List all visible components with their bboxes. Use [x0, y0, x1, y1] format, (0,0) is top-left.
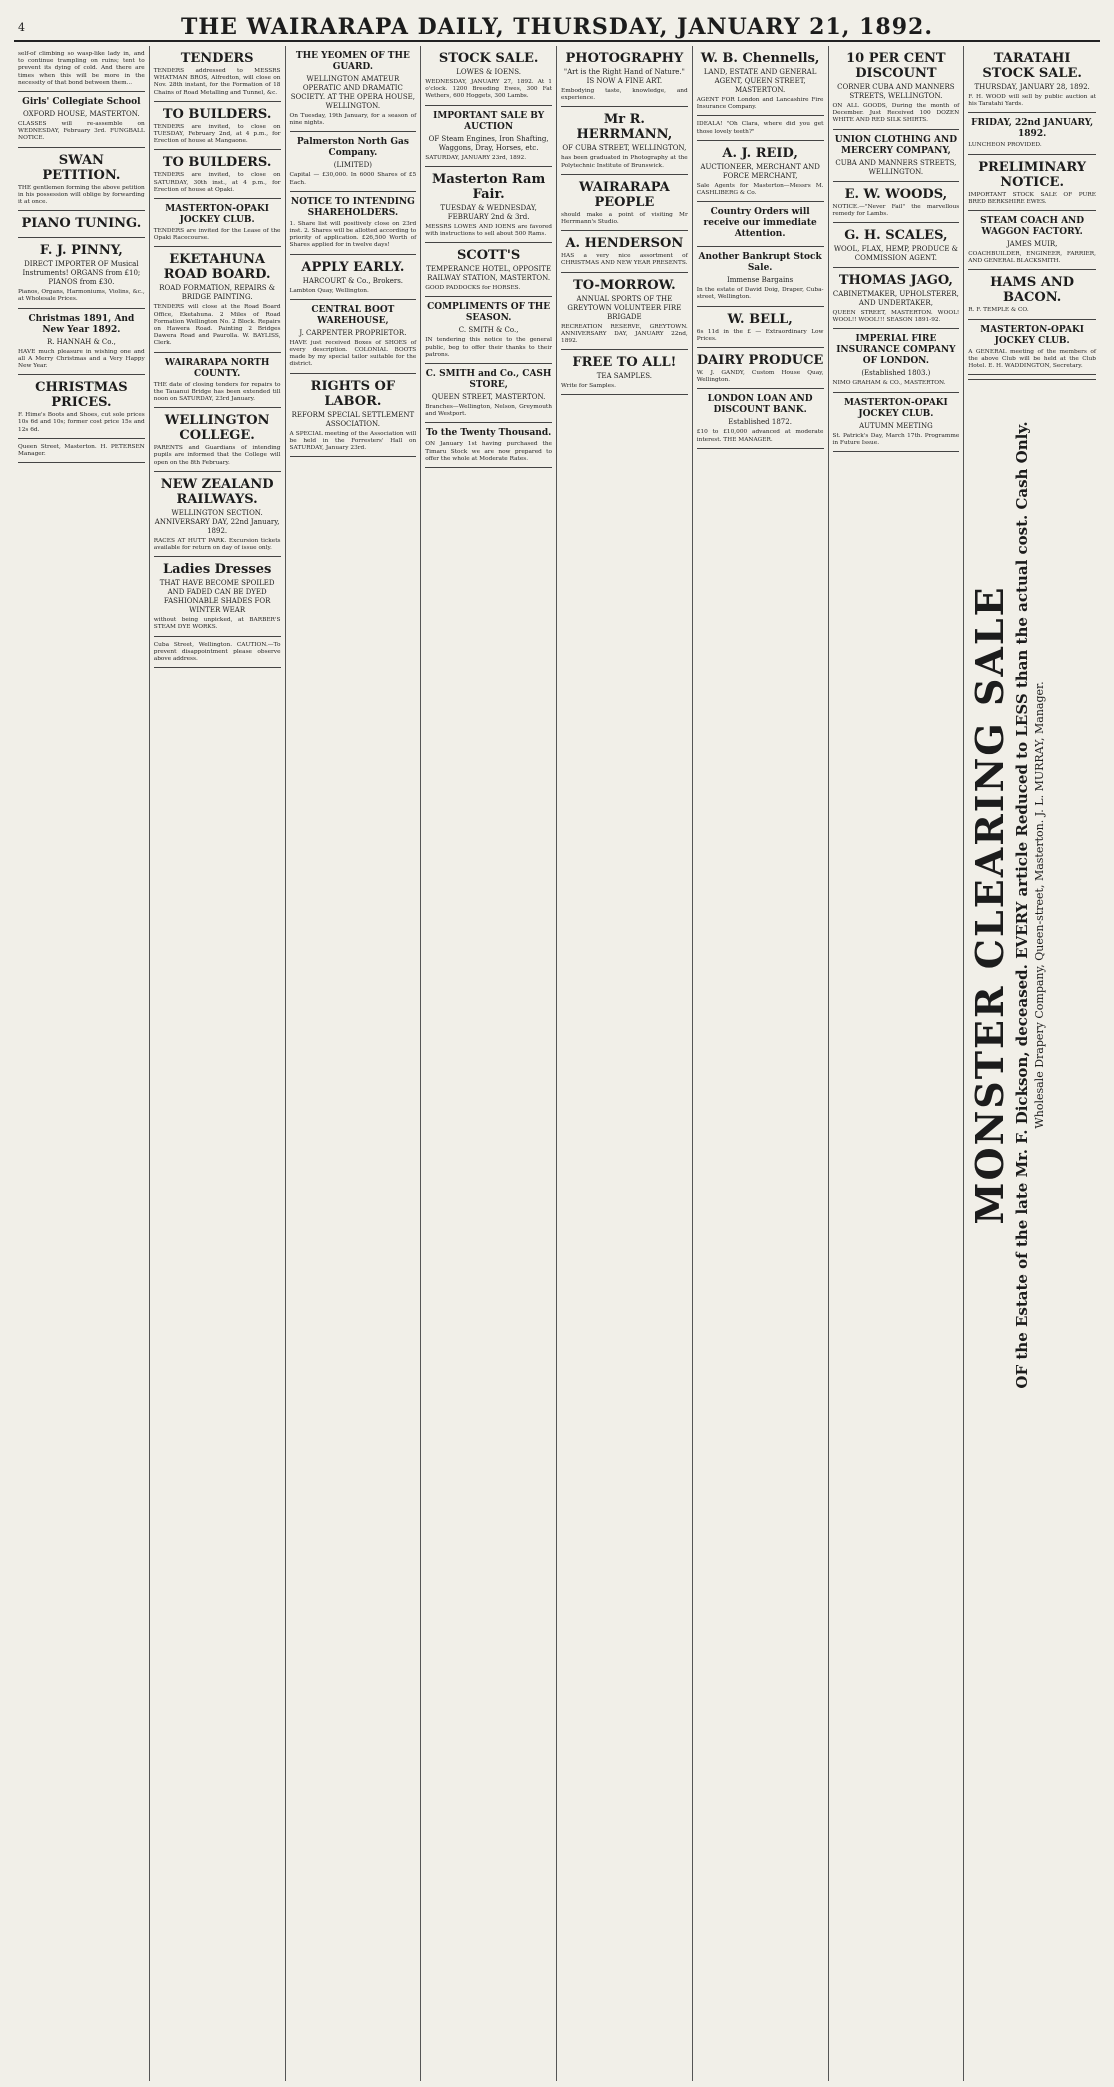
- advertisement: [290, 192, 417, 255]
- ad-heading: Ladies Dresses: [162, 562, 272, 578]
- ad-heading: Girls' Collegiate School: [22, 97, 141, 108]
- ad-body-text: ON ALL GOODS, During the month of December. Just Received 100 DOZEN WHITE AND RED SILK SHIRTS.: [832, 103, 960, 124]
- ad-subheading: ROAD FORMATION, REPAIRS & BRIDGE PAINTING.: [159, 284, 275, 302]
- ad-body-text: TENDERS are invited, to close on SATURDAY, 30th inst., at 4 p.m., for Erection of house at Opaki.: [153, 172, 281, 193]
- ad-body-text: Branches—Wellington, Nelson, Greymouth and Westport.: [425, 404, 552, 418]
- ad-subheading: J. CARPENTER PROPRIETOR.: [299, 328, 407, 337]
- ad-heading: NEW ZEALAND RAILWAYS.: [160, 476, 274, 507]
- masthead: [14, 6, 1100, 42]
- advertisement: [697, 247, 824, 306]
- ad-body-text: ON January 1st having purchased the Timaru Stock we are now prepared to offer the whole at Moderate Rates.: [425, 441, 552, 462]
- ad-heading: EKETAHUNA ROAD BOARD.: [163, 252, 271, 283]
- ad-subheading: CORNER CUBA AND MANNERS STREETS, WELLINGTON.: [837, 83, 955, 100]
- advertisement: [561, 46, 688, 107]
- advertisement: [290, 300, 417, 374]
- ad-heading: APPLY EARLY.: [301, 259, 405, 275]
- ad-subheading: Established 1872.: [728, 418, 792, 427]
- ad-heading: A. J. REID,: [722, 145, 798, 161]
- ad-heading: WELLINGTON COLLEGE.: [164, 413, 270, 444]
- ad-body-text: Capital — £30,000. In 6000 Shares of £5 Each.: [289, 172, 417, 186]
- ad-body-text: Embodying taste, knowledge, and experience.: [561, 88, 688, 102]
- ad-body-text: QUEEN STREET, MASTERTON. WOOL! WOOL!! WOOL!!! SEASON 1891-92.: [832, 310, 960, 324]
- advertisement: [290, 132, 417, 191]
- ad-body-text: PARENTS and Guardians of intending pupils are informed that the College will open on the 8th February.: [153, 445, 281, 466]
- ad-heading: W. BELL,: [727, 311, 793, 327]
- ad-body-text: Lambton Quay, Wellington.: [289, 287, 369, 294]
- advertisement: [425, 364, 552, 423]
- advertisement: [968, 155, 1096, 211]
- ad-heading: PHOTOGRAPHY: [565, 51, 684, 66]
- ad-heading: F. J. PINNY,: [39, 243, 123, 259]
- advertisement: [697, 307, 824, 348]
- ad-heading: CHRISTMAS PRICES.: [35, 380, 128, 411]
- advertisement: [833, 182, 960, 223]
- advertisement: [561, 231, 688, 272]
- ad-body-text: TENDERS will close at the Road Board Office, Eketahuna. 2 Miles of Road Formation Wellington No. 2 Block. Repairs on Hawera Road. Painting 2 Bridges Dawera Road and Paurolla. W. BAYLISS, Clerk.: [153, 304, 281, 347]
- ad-body-text: LUNCHEON PROVIDED.: [968, 142, 1042, 149]
- ad-heading: G. H. SCALES,: [844, 228, 948, 244]
- ad-heading: COMPLIMENTS OF THE SEASON.: [427, 302, 551, 324]
- ad-heading: TENDERS: [180, 51, 254, 66]
- advertisement: [290, 374, 417, 458]
- advertisement: [154, 472, 281, 557]
- column-7: [829, 46, 965, 2081]
- ad-heading: Christmas 1891, And New Year 1892.: [28, 313, 135, 335]
- advertisement: [154, 247, 281, 352]
- advertisement: [154, 150, 281, 199]
- ad-body-text: Cuba Street, Wellington. CAUTION.—To prevent disappointment please observe above address.: [153, 641, 281, 663]
- ad-heading: CENTRAL BOOT WAREHOUSE,: [311, 304, 395, 326]
- advertisement: [561, 273, 688, 351]
- ad-body-text: W. J. GANDY, Custom House Quay, Wellington.: [696, 370, 824, 384]
- ad-body-text: has been graduated in Photography at the Polytechnic Institute of Brunswick.: [561, 155, 688, 169]
- ad-body-text: Pianos, Organs, Harmoniums, Violins, &c., at Wholesale Prices.: [18, 289, 145, 303]
- advertisement: [154, 557, 281, 636]
- advertisement: [833, 329, 960, 392]
- ad-heading: TO BUILDERS.: [162, 106, 272, 122]
- ad-heading: FREE TO ALL!: [572, 355, 677, 371]
- ad-heading: TO-MORROW.: [573, 277, 676, 293]
- ad-body-text: A GENERAL meeting of the members of the above Club will be held at the Club Hotel. E. H. WADDINGTON, Secretary.: [968, 348, 1096, 370]
- advertisement: [425, 106, 552, 167]
- advertisement: [697, 46, 824, 116]
- ad-body-text: self-of climbing so wasp-like lady in, and to continue trampling on ruins; tent to prevent its dying of cold. And there are times when this will be more in the necessity of that bond between them...: [18, 51, 145, 86]
- ad-heading: To the Twenty Thousand.: [425, 428, 552, 439]
- ad-heading: NOTICE TO INTENDING SHAREHOLDERS.: [290, 196, 415, 218]
- advertisement: [968, 211, 1096, 270]
- clearing-sale-banner: [968, 379, 1096, 1430]
- advertisement: [833, 223, 960, 268]
- ad-body-text: Sale Agents for Masterton—Messrs M. CASHLIBERG & Co.: [696, 182, 824, 197]
- advertisement: [697, 389, 824, 448]
- ad-body-text: R. F. TEMPLE & CO.: [968, 307, 1029, 314]
- ad-heading: Another Bankrupt Stock Sale.: [698, 252, 822, 274]
- ad-heading: E. W. WOODS,: [844, 186, 948, 202]
- advertisement: [154, 637, 281, 669]
- ad-body-text: 1. Share list will positively close on 23rd inst. 2. Shares will be allotted according to priority of application. £26,500 Worth of Shares applied for in twelve days!: [289, 220, 417, 249]
- advertisement: [561, 175, 688, 231]
- advertisement: [968, 270, 1096, 319]
- ad-body-text: THE date of closing tenders for repairs to the Tauanui Bridge has been extended till noon on SATURDAY, 23rd January.: [153, 381, 281, 403]
- ad-body-text: IDEALA! "Oh Clara, where did you get those lovely teeth?": [696, 121, 824, 135]
- ad-heading: C. SMITH and Co., CASH STORE,: [425, 369, 552, 391]
- ad-heading: WAIRARAPA PEOPLE: [579, 179, 670, 210]
- ad-subheading: OF Steam Engines, Iron Shafting, Waggons, Dray, Horses, etc.: [428, 134, 549, 152]
- ad-heading: TARATAHI STOCK SALE.: [982, 51, 1082, 81]
- ad-subheading: R. HANNAH & Co.,: [46, 337, 116, 346]
- ad-body-text: HAVE just received Boxes of SHOES of every description. COLONIAL BOOTS made by my special tailor suitable for the district.: [289, 339, 417, 368]
- ad-subheading: OF CUBA STREET, WELLINGTON,: [562, 144, 687, 153]
- ad-body-text: THE gentlemen forming the above petition in his possession will oblige by forwarding it at once.: [18, 184, 145, 206]
- ad-heading: PIANO TUNING.: [21, 216, 142, 232]
- advertisement: [833, 268, 960, 329]
- advertisement: [968, 320, 1096, 376]
- advertisement: [290, 46, 417, 132]
- ad-body-text: NIMO GRAHAM & CO., MASTERTON.: [832, 380, 946, 387]
- ad-subheading: WELLINGTON AMATEUR OPERATIC AND DRAMATIC SOCIETY. AT THE OPERA HOUSE, WELLINGTON.: [290, 75, 415, 110]
- ad-body-text: GOOD PADDOCKS for HORSES.: [425, 285, 521, 292]
- ad-body-text: St. Patrick's Day, March 17th. Programme in Future Issue.: [832, 432, 960, 446]
- ad-body-text: SATURDAY, JANUARY 23rd, 1892.: [425, 154, 527, 161]
- column-8: [964, 46, 1100, 2081]
- ad-heading: PRELIMINARY NOTICE.: [978, 159, 1087, 190]
- ad-subheading: THURSDAY, JANUARY 28, 1892.: [974, 83, 1090, 91]
- ad-body-text: RECREATION RESERVE, GREYTOWN. ANNIVERSARY DAY, JANUARY 22nd, 1892.: [561, 323, 688, 345]
- advertisement: [154, 199, 281, 247]
- ad-heading: THOMAS JAGO,: [838, 273, 953, 289]
- ad-body-text: TENDERS addressed to MESSRS WHATMAN BROS, Alfredton, will close on Nov. 28th instant, for the Formation of 18 Chains of Road Metalling and Tunnel, &c.: [153, 68, 281, 96]
- advertisement: [18, 92, 145, 148]
- ad-subheading: Immense Bargains: [726, 276, 794, 285]
- advertisement: [833, 130, 960, 182]
- ad-subheading: AUCTIONEER, MERCHANT AND FORCE MERCHANT,: [700, 162, 820, 180]
- advertisement: [561, 350, 688, 395]
- ad-body-text: NOTICE.—"Never Fail" the marvellous remedy for Lambs.: [832, 203, 960, 217]
- ad-body-text: WEDNESDAY, JANUARY 27, 1892. At 1 o'clock. 1200 Breeding Ewes, 300 Fat Wethers, 600 Hoggets, 300 Lambs.: [425, 79, 552, 100]
- advertisement: [290, 255, 417, 300]
- ad-heading: DAIRY PRODUCE: [696, 353, 824, 369]
- ad-subheading: (Established 1803.): [861, 369, 931, 378]
- ad-body-text: TENDERS are invited for the Lease of the Opaki Racecourse.: [153, 228, 281, 242]
- advertisement: [425, 297, 552, 364]
- ad-subheading: QUEEN STREET, MASTERTON.: [431, 393, 546, 402]
- advertisement: [154, 46, 281, 102]
- ad-subheading: (LIMITED): [333, 161, 372, 170]
- advertisement: [18, 439, 145, 463]
- column-6: [693, 46, 829, 2081]
- columns: [14, 46, 1100, 2081]
- ad-heading: HAMS AND BACON.: [990, 275, 1075, 306]
- ad-subheading: LOWES & IOENS.: [456, 68, 521, 76]
- ad-subheading: TEMPERANCE HOTEL, OPPOSITE RAILWAY STATION, MASTERTON.: [426, 265, 552, 283]
- advertisement: [833, 46, 960, 130]
- advertisement: [968, 113, 1096, 154]
- advertisement: [561, 107, 688, 174]
- ad-heading: Mr R. HERRMANN,: [576, 112, 673, 143]
- advertisement: [425, 243, 552, 297]
- banner-rotated-text: [968, 405, 1096, 1405]
- advertisement: [697, 348, 824, 389]
- ad-body-text: £10 to £10,000 advanced at moderate interest. THE MANAGER.: [696, 429, 824, 443]
- ad-subheading: CUBA AND MANNERS STREETS, WELLINGTON.: [835, 158, 957, 176]
- banner-line1: MONSTER CLEARING SALE: [967, 585, 1013, 1225]
- advertisement: [697, 141, 824, 202]
- column-4: [421, 46, 557, 2081]
- ad-subheading: THAT HAVE BECOME SPOILED AND FADED CAN BE DYED FASHIONABLE SHADES FOR WINTER WEAR: [159, 579, 275, 615]
- ad-subheading: OXFORD HOUSE, MASTERTON.: [23, 110, 140, 119]
- ad-subheading: TEA SAMPLES.: [596, 372, 653, 381]
- ad-heading: A. HENDERSON: [565, 236, 684, 252]
- advertisement: [968, 46, 1096, 113]
- ad-body-text: TENDERS are invited, to close on TUESDAY, February 2nd, at 4 p.m., for Erection of house at Mangaone.: [153, 123, 281, 145]
- ad-heading: SCOTT'S: [456, 248, 521, 264]
- ad-body-text: without being unpicked, at BARBER'S STEAM DYE WORKS.: [153, 617, 281, 631]
- ad-heading: UNION CLOTHING AND MERCERY COMPANY,: [834, 134, 958, 156]
- ad-body-text: HAS a very nice assortment of CHRISTMAS AND NEW YEAR PRESENTS.: [561, 253, 688, 267]
- advertisement: [697, 116, 824, 140]
- ad-body-text: MESSRS LOWES AND IOENS are favored with instructions to sell about 500 Rams.: [425, 223, 552, 238]
- ad-body-text: Queen Street, Masterton. H. PETERSEN Manager.: [18, 443, 145, 458]
- ad-heading: 10 PER CENT DISCOUNT: [846, 51, 946, 81]
- ad-body-text: HAVE much pleasure in wishing one and all A Merry Christmas and a Very Happy New Year.: [18, 348, 145, 370]
- ad-body-text: AGENT FOR London and Lancashire Fire Insurance Company.: [696, 97, 824, 111]
- ad-body-text: CLASSES will re-assemble on WEDNESDAY, February 3rd. FUNGBALL NOTICE.: [18, 121, 145, 142]
- ad-heading: MASTERTON-OPAKI JOCKEY CLUB.: [165, 204, 270, 226]
- ad-heading: MASTERTON-OPAKI JOCKEY CLUB.: [980, 324, 1085, 346]
- advertisement: [697, 202, 824, 247]
- ad-subheading: HARCOURT & Co., Brokers.: [302, 276, 404, 285]
- ad-subheading: REFORM SPECIAL SETTLEMENT ASSOCIATION.: [291, 410, 415, 428]
- ad-heading: SWAN PETITION.: [42, 152, 121, 183]
- ad-subheading: DIRECT IMPORTER OF Musical Instruments! ORGANS from £10; PIANOS from £30.: [22, 260, 141, 287]
- column-1: [14, 46, 150, 2081]
- advertisement: [154, 102, 281, 151]
- ad-heading: WAIRARAPA NORTH COUNTY.: [164, 357, 270, 379]
- ad-heading: Palmerston North Gas Company.: [296, 137, 409, 159]
- ad-subheading: WOOL, FLAX, HEMP, PRODUCE & COMMISSION AGENT.: [833, 245, 958, 263]
- ad-body-text: On Tuesday, 19th January, for a season of nine nights.: [289, 113, 417, 127]
- ad-body-text: F. Hime's Boots and Shoes, cut sole prices 10s 6d and 10s; former cost price 15s and 12s 6d.: [18, 412, 145, 433]
- advertisement: [18, 46, 145, 92]
- ad-subheading: C. SMITH & Co.,: [458, 326, 519, 335]
- ad-subheading: ANNUAL SPORTS OF THE GREYTOWN VOLUNTEER FIRE BRIGADE: [567, 294, 682, 321]
- advertisement: [18, 309, 145, 376]
- ad-body-text: 6s 11d in the £ — Extraordinary Low Prices.: [696, 328, 824, 342]
- ad-heading: STEAM COACH AND WAGGON FACTORY.: [980, 216, 1085, 238]
- ad-heading: RIGHTS OF LABOR.: [310, 378, 396, 409]
- advertisement: [425, 167, 552, 243]
- ad-body-text: In the estate of David Doig, Draper, Cuba-street, Wellington.: [696, 287, 824, 301]
- ad-subheading: WELLINGTON SECTION. ANNIVERSARY DAY, 22nd January, 1892.: [154, 508, 280, 535]
- ad-subheading: AUTUMN MEETING: [859, 421, 933, 430]
- page-number: 4: [18, 21, 25, 34]
- ad-body-text: RACES AT HUTT PARK. Excursion tickets available for return on day of issue only.: [153, 537, 281, 552]
- banner-line3: Wholesale Drapery Company, Queen-street, Masterton. J. L. MURRAY, Manager.: [1033, 681, 1047, 1129]
- ad-body-text: should make a point of visiting Mr Herrmann's Studio.: [561, 211, 688, 226]
- advertisement: [18, 238, 145, 308]
- banner-line2: OF the Estate of the late Mr. F. Dickson, deceased. EVERY article Reduced to LESS than the actual cost. Cash Only.: [1013, 421, 1032, 1389]
- column-2: [150, 46, 286, 2081]
- ad-heading: TO BUILDERS.: [162, 155, 272, 171]
- ad-heading: W. B. Chennells,: [700, 51, 820, 66]
- advertisement: [425, 423, 552, 468]
- ad-body-text: Write for Samples.: [561, 383, 616, 390]
- ad-subheading: "Art is the Right Hand of Nature." IS NOW A FINE ART.: [563, 68, 685, 85]
- advertisement: [154, 408, 281, 472]
- newspaper-title: THE WAIRARAPA DAILY, THURSDAY, JANUARY 21, 1892.: [180, 14, 934, 40]
- advertisement: [833, 393, 960, 452]
- advertisement: [18, 211, 145, 238]
- advertisement: [18, 375, 145, 439]
- ad-subheading: TUESDAY & WEDNESDAY, FEBRUARY 2nd & 3rd.: [440, 203, 537, 221]
- ad-body-text: F. H. WOOD will sell by public auction at his Taratahi Yards.: [968, 94, 1096, 108]
- ad-body-text: COACHBUILDER, ENGINEER, FARRIER, AND GENERAL BLACKSMITH.: [968, 251, 1096, 265]
- ad-heading: IMPERIAL FIRE INSURANCE COMPANY OF LONDON.: [836, 334, 956, 367]
- ad-subheading: CABINETMAKER, UPHOLSTERER, AND UNDERTAKER,: [832, 290, 959, 308]
- ad-heading: IMPORTANT SALE BY AUCTION: [433, 110, 545, 132]
- ad-heading: LONDON LOAN AND DISCOUNT BANK.: [707, 394, 813, 416]
- ad-subheading: JAMES MUIR,: [1006, 240, 1058, 249]
- advertisement: [18, 148, 145, 212]
- ad-body-text: IMPORTANT STOCK SALE OF PURE BRED BERKSHIRE EWES.: [968, 191, 1096, 205]
- column-3: [286, 46, 422, 2081]
- ad-heading: Country Orders will receive our immediate Attention.: [703, 207, 817, 240]
- ad-heading: Masterton Ram Fair.: [432, 171, 546, 202]
- ad-heading: THE YEOMEN OF THE GUARD.: [295, 51, 410, 72]
- advertisement: [425, 46, 552, 106]
- column-5: [557, 46, 693, 2081]
- ad-subheading: LAND, ESTATE AND GENERAL AGENT, QUEEN STREET, MASTERTON.: [703, 68, 817, 94]
- ad-heading: STOCK SALE.: [438, 51, 539, 66]
- ad-body-text: A SPECIAL meeting of the Association will be held in the Forresters' Hall on SATURDAY, January 23rd.: [289, 430, 417, 452]
- advertisement: [154, 353, 281, 409]
- ad-heading: MASTERTON-OPAKI JOCKEY CLUB.: [843, 397, 948, 419]
- ad-heading: FRIDAY, 22nd JANUARY, 1892.: [971, 118, 1094, 140]
- ad-body-text: IN tendering this notice to the general public, beg to offer their thanks to their patrons.: [425, 337, 552, 358]
